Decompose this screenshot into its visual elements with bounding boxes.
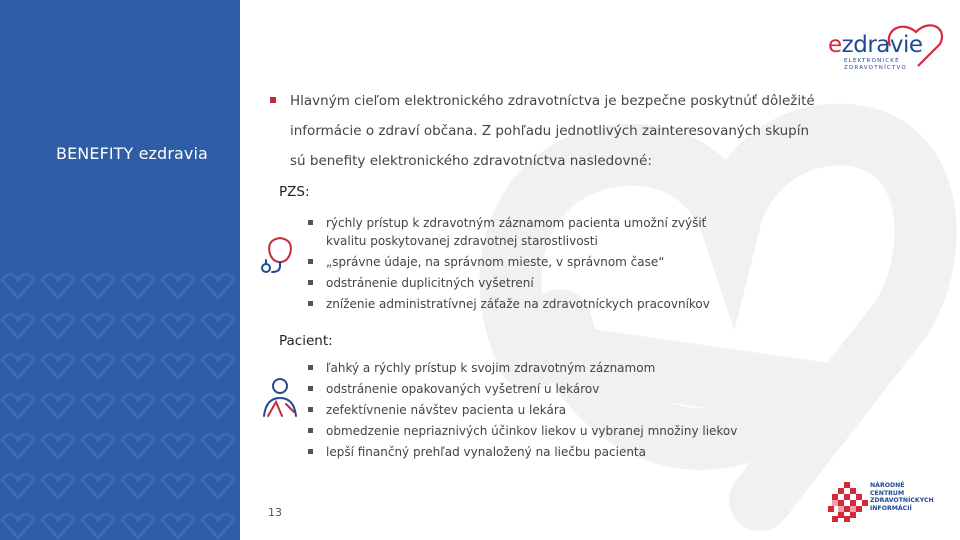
pacient-heading: Pacient: — [279, 333, 333, 349]
page-number: 13 — [268, 506, 282, 519]
pacient-benefits-list — [308, 359, 748, 464]
bullet-icon — [308, 220, 313, 225]
list-item: odstránenie opakovaných vyšetrení u lekárov — [308, 380, 748, 398]
list-item: „správne údaje, na správnom mieste, v správnom čase“ — [308, 253, 748, 271]
red-bullet-icon — [270, 97, 276, 103]
bullet-icon — [308, 259, 313, 264]
patient-icon — [258, 376, 302, 422]
list-item: zefektívnenie návštev pacienta u lekára — [308, 401, 748, 419]
logo-subtitle-line1: ELEKTRONICKÉ — [844, 58, 900, 64]
bullet-icon — [308, 365, 313, 370]
bullet-icon — [308, 280, 313, 285]
logo-wordmark: ezdravie — [828, 32, 923, 58]
intro-line: Hlavným cieľom elektronického zdravotníctva je bezpečne poskytnúť dôležité — [270, 88, 830, 118]
sidebar-panel — [0, 0, 240, 540]
list-item: zníženie administratívnej záťaže na zdravotníckych pracovníkov — [308, 295, 748, 313]
bullet-icon — [308, 449, 313, 454]
sidebar-title: BENEFITY ezdravia — [56, 144, 208, 163]
nczi-logo — [828, 482, 958, 522]
checkered-logo-icon — [828, 482, 868, 522]
logo-subtitle-line2: ZDRAVOTNÍCTVO — [844, 65, 907, 71]
pzs-benefits-list — [308, 214, 748, 316]
bullet-icon — [308, 386, 313, 391]
list-item: obmedzenie nepriaznivých účinkov liekov u vybranej množiny liekov — [308, 422, 748, 440]
stethoscope-icon — [258, 232, 302, 276]
list-item: lepší finančný prehľad vynaložený na liečbu pacienta — [308, 443, 748, 461]
bullet-icon — [308, 301, 313, 306]
intro-line: informácie o zdraví občana. Z pohľadu jednotlivých zainteresovaných skupín — [290, 123, 810, 139]
bullet-icon — [308, 407, 313, 412]
nczi-name: NÁRODNÉ CENTRUM ZDRAVOTNÍCKYCH INFORMÁCIÍ — [870, 482, 934, 512]
intro-paragraph — [270, 88, 830, 178]
ezdravie-logo — [826, 20, 942, 70]
bullet-icon — [308, 428, 313, 433]
heart-pattern-decoration — [0, 250, 240, 540]
list-item: rýchly prístup k zdravotným záznamom pacienta umožní zvýšiť kvalitu poskytovanej zdravotnej starostlivosti — [308, 214, 748, 250]
list-item: ľahký a rýchly prístup k svojim zdravotným záznamom — [308, 359, 748, 377]
intro-line: sú benefity elektronického zdravotníctva nasledovné: — [290, 153, 652, 169]
pzs-heading: PZS: — [279, 184, 310, 200]
list-item: odstránenie duplicitných vyšetrení — [308, 274, 748, 292]
